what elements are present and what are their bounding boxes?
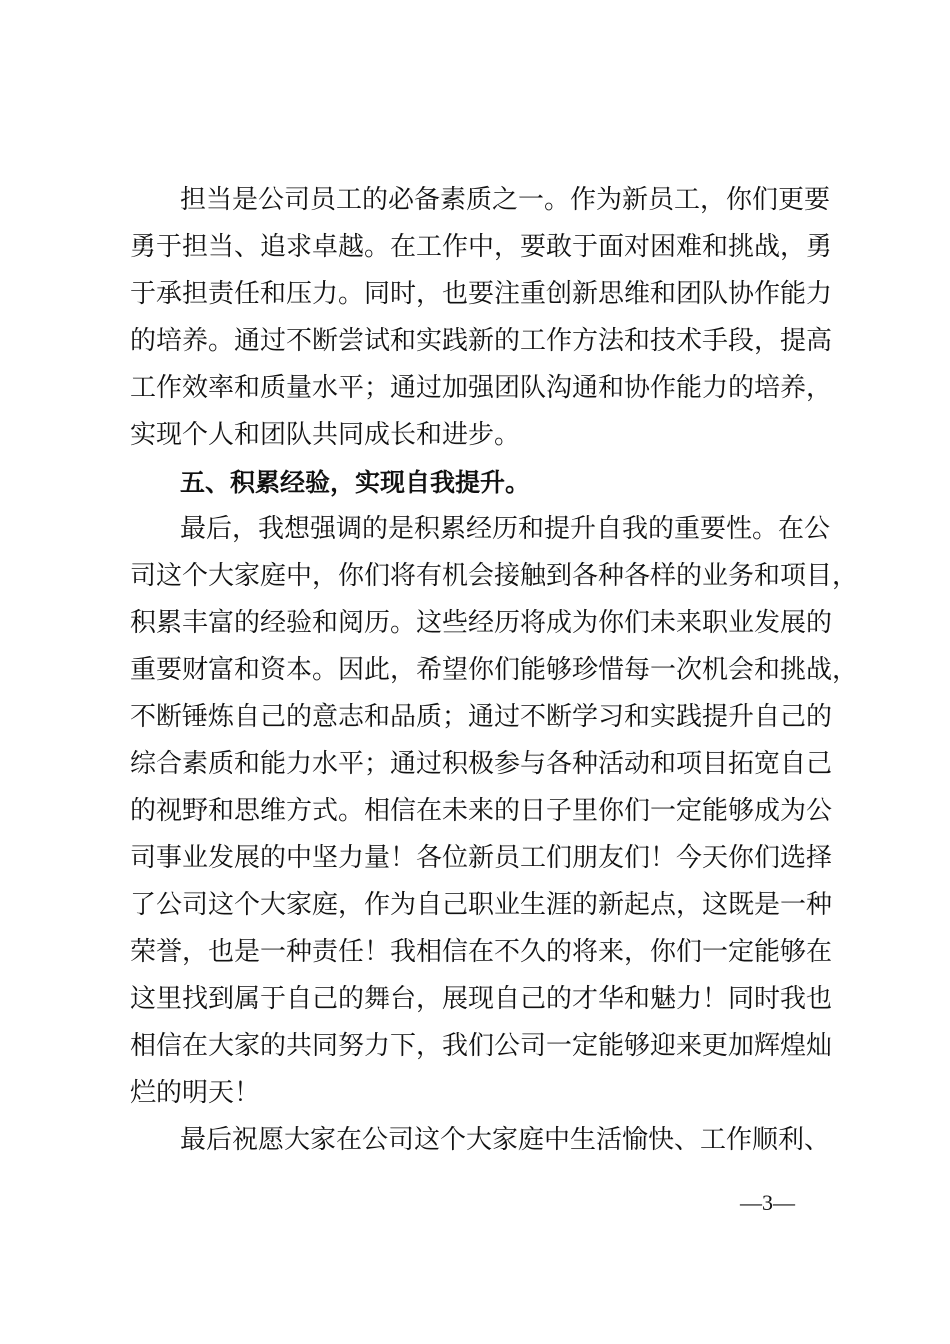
paragraph-line: 这里找到属于自己的舞台，展现自己的才华和魅力！同时我也 [130, 984, 833, 1014]
paragraph-line: 于承担责任和压力。同时，也要注重创新思维和团队协作能力 [130, 279, 833, 309]
paragraph-line: 了公司这个大家庭，作为自己职业生涯的新起点，这既是一种 [130, 890, 833, 920]
paragraph-line: 司事业发展的中坚力量！各位新员工们朋友们！今天你们选择 [130, 843, 833, 873]
paragraph-line: 工作效率和质量水平；通过加强团队沟通和协作能力的培养， [130, 373, 833, 403]
paragraph-line: 的培养。通过不断尝试和实践新的工作方法和技术手段，提高 [130, 326, 833, 356]
paragraph-line: 荣誉，也是一种责任！我相信在不久的将来，你们一定能够在 [130, 937, 833, 967]
paragraph-line: 综合素质和能力水平；通过积极参与各种活动和项目拓宽自己 [130, 749, 833, 779]
paragraph-line: 烂的明天！ [130, 1078, 261, 1108]
paragraph-line: 担当是公司员工的必备素质之一。作为新员工，你们更要 [180, 185, 831, 215]
paragraph-line: 最后祝愿大家在公司这个大家庭中生活愉快、工作顺利、 [180, 1125, 831, 1155]
paragraph-line: 的视野和思维方式。相信在未来的日子里你们一定能够成为公 [130, 796, 833, 826]
paragraph-line: 实现个人和团队共同成长和进步。 [130, 420, 521, 450]
section-heading: 五、积累经验，实现自我提升。 [180, 468, 531, 497]
page-number: —3— [740, 1190, 795, 1215]
paragraph-line: 司这个大家庭中，你们将有机会接触到各种各样的业务和项目， [130, 561, 859, 591]
paragraph-line: 勇于担当、追求卓越。在工作中，要敢于面对困难和挑战，勇 [130, 232, 833, 262]
paragraph-line: 相信在大家的共同努力下，我们公司一定能够迎来更加辉煌灿 [130, 1031, 833, 1061]
paragraph-line: 重要财富和资本。因此，希望你们能够珍惜每一次机会和挑战， [130, 655, 859, 685]
paragraph-line: 不断锤炼自己的意志和品质；通过不断学习和实践提升自己的 [130, 702, 833, 732]
paragraph-line: 积累丰富的经验和阅历。这些经历将成为你们未来职业发展的 [130, 608, 833, 638]
paragraph-line: 最后，我想强调的是积累经历和提升自我的重要性。在公 [180, 514, 831, 544]
